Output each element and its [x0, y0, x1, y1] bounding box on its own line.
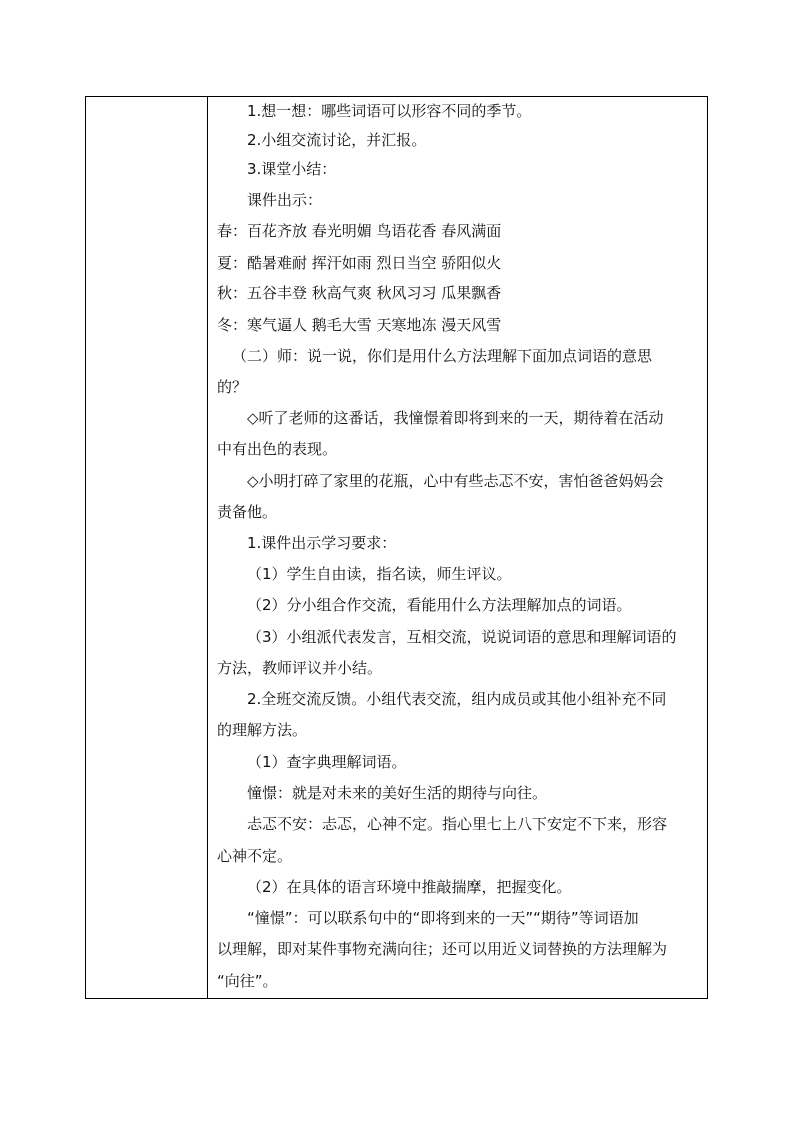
text-line: 心神不定。	[217, 847, 293, 865]
content-cell	[208, 97, 707, 998]
text-line: 的？	[217, 378, 248, 396]
text-line: 责备他。	[217, 503, 278, 521]
text-line: 以理解，即对某件事物充满向往；还可以用近义词替换的方法理解为	[217, 940, 668, 958]
text-line: 课件出示：	[247, 191, 323, 209]
text-line: （1）查字典理解词语。	[247, 753, 407, 771]
text-line: （2）在具体的语言环境中推敲揣摩，把握变化。	[247, 878, 572, 896]
text-line: 1.想一想：哪些词语可以形容不同的季节。	[247, 102, 532, 120]
text-line: 中有出色的表现。	[217, 440, 338, 458]
text-line: （3）小组派代表发言，互相交流，说说词语的意思和理解词语的	[247, 628, 677, 646]
lesson-table	[85, 96, 708, 999]
text-line: （二）师：说一说，你们是用什么方法理解下面加点词语的意思	[232, 347, 653, 365]
text-line: 秋：五谷丰登 秋高气爽 秋风习习 瓜果飘香	[217, 284, 502, 302]
text-line: 3.课堂小结：	[247, 160, 337, 178]
text-line: ◇小明打碎了家里的花瓶，心中有些忐忑不安，害怕爸爸妈妈会	[247, 472, 664, 490]
text-line: 春：百花齐放 春光明媚 鸟语花香 春风满面	[217, 222, 502, 240]
text-line: 憧憬：就是对未来的美好生活的期待与向往。	[247, 784, 548, 802]
text-line: “憧憬”：可以联系句中的“即将到来的一天”“期待”等词语加	[247, 909, 639, 927]
text-line: 的理解方法。	[217, 721, 308, 739]
text-line: 1.课件出示学习要求：	[247, 534, 397, 552]
text-line: “向往”。	[217, 972, 278, 990]
text-line: 冬：寒气逼人 鹅毛大雪 天寒地冻 漫天风雪	[217, 316, 502, 334]
text-line: （1）学生自由读，指名读，师生评议。	[247, 565, 512, 583]
text-line: 忐忑不安：忐忑，心神不定。指心里七上八下安定不下来，形容	[247, 815, 668, 833]
text-line: 夏：酷暑难耐 挥汗如雨 烈日当空 骄阳似火	[217, 254, 502, 272]
text-line: 2.全班交流反馈。小组代表交流，组内成员或其他小组补充不同	[247, 690, 667, 708]
text-line: ◇听了老师的这番话，我憧憬着即将到来的一天，期待着在活动	[247, 409, 664, 427]
left-column-cell	[86, 97, 208, 998]
text-line: （2）分小组合作交流，看能用什么方法理解加点的词语。	[247, 596, 632, 614]
text-line: 方法，教师评议并小结。	[217, 659, 383, 677]
text-line: 2.小组交流讨论，并汇报。	[247, 131, 427, 149]
